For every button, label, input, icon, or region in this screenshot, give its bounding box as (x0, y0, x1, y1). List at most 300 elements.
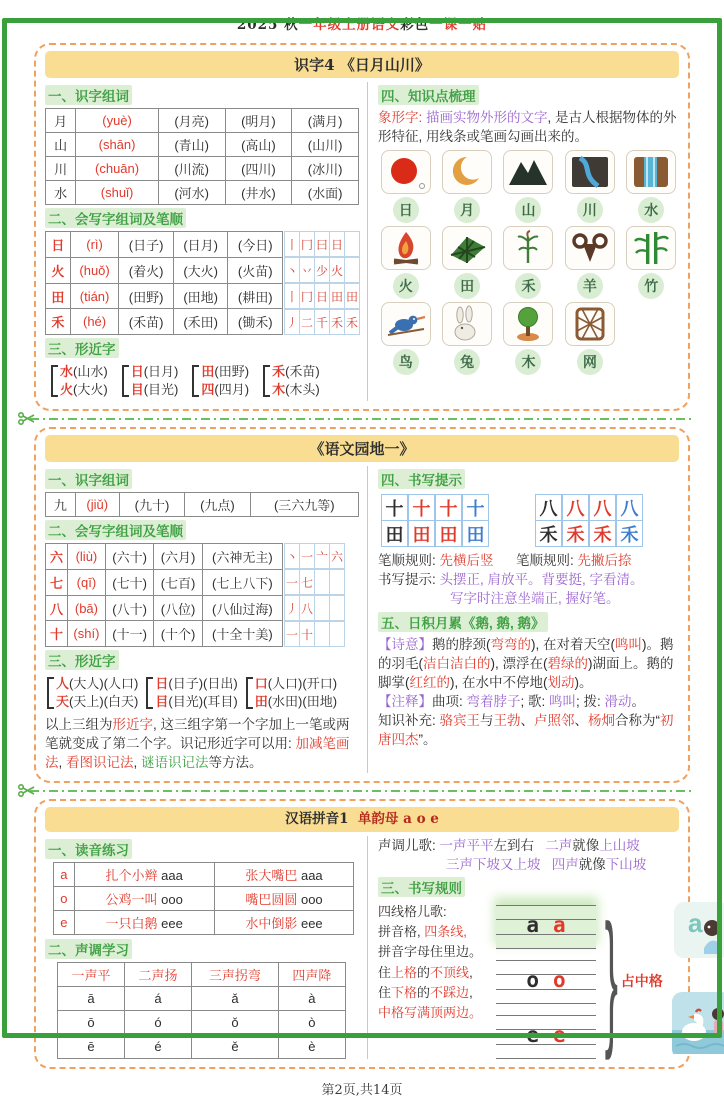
table-cell: ǒ (192, 1010, 279, 1034)
table-cell: (田野) (119, 283, 174, 309)
table-cell: 山 (46, 133, 76, 157)
table-cell: (chuān) (76, 157, 159, 181)
table-cell: 十 (46, 621, 68, 647)
text-segment: 拼音格, (378, 924, 425, 940)
table-cell: (shān) (76, 133, 159, 157)
text-segment: 就像 (572, 837, 600, 853)
knowledge-supplement (378, 711, 679, 749)
table-row (54, 910, 354, 934)
table-cell (74, 886, 214, 910)
stroke-row (285, 257, 360, 283)
table-cell: (七十) (105, 569, 153, 595)
stroke-cell (329, 569, 345, 595)
heading-shengdiao: 二、声调学习 (45, 939, 132, 959)
stroke-cell: 一 (284, 569, 300, 595)
text-segment: , (133, 755, 142, 771)
table-cell: (hé) (70, 309, 119, 335)
text-segment: 、 (520, 713, 535, 729)
pictograph-card (624, 226, 679, 300)
demo-cell: 八 (589, 494, 616, 521)
pair-character: 火 (60, 382, 74, 398)
ram-icon (565, 226, 615, 270)
pair-line (201, 363, 249, 381)
text-segment: 扎个小辫 (105, 867, 162, 883)
table-row (46, 257, 283, 283)
card-label: 火 (393, 273, 419, 299)
text-segment: 声调儿歌: (378, 837, 440, 853)
letter: e (526, 1023, 539, 1048)
text-segment: 与 (480, 713, 494, 729)
stroke-order-grid (283, 231, 360, 335)
pair-character: 口 (254, 676, 268, 692)
stroke-cell (344, 231, 360, 257)
pictograph-card (378, 226, 433, 300)
table-cell: (jiǔ) (75, 493, 119, 517)
panel-shizi4 (34, 43, 690, 411)
tone-rhyme-line2 (378, 855, 679, 874)
heading-xingjinzi: 三、形近字 (45, 338, 119, 358)
table-cell: (火苗) (228, 257, 283, 283)
pair-line (155, 693, 237, 711)
demo-cell: 禾 (562, 520, 589, 547)
pair-line (201, 381, 249, 399)
text-segment: 鸣叫 (549, 694, 577, 710)
text-segment: 看图识记法 (66, 755, 134, 771)
bracket-shape (263, 365, 270, 397)
pair-character: 水 (60, 364, 74, 380)
fourline-letters (496, 913, 596, 937)
table-row (46, 595, 283, 621)
table-row (54, 862, 354, 886)
demo-cell: 禾 (589, 520, 616, 547)
xingjinzi-pair (246, 675, 337, 711)
text-segment: eee (300, 915, 323, 931)
table-cell (125, 962, 192, 986)
table-cell: (七百) (154, 569, 202, 595)
letter: a (553, 913, 566, 938)
rhyme-line (378, 902, 496, 922)
text-segment (494, 553, 517, 568)
table-cell: (着火) (119, 257, 174, 283)
poem-notes (378, 692, 679, 711)
table-cell: 火 (46, 257, 71, 283)
rhyme-line (378, 942, 496, 962)
card-label: 山 (515, 197, 541, 223)
text-segment: , (469, 984, 473, 1000)
text-segment: e (60, 914, 68, 930)
text-segment: eee (161, 915, 183, 931)
card-label: 日 (393, 197, 419, 223)
table-cell: 禾 (46, 309, 71, 335)
stroke-cell: 八 (299, 595, 315, 621)
table-cell: (大火) (173, 257, 228, 283)
panel3-right-column (367, 836, 703, 1063)
table-duyin (53, 862, 354, 935)
pictograph-card (501, 150, 556, 224)
table-cell: (日月) (173, 232, 228, 258)
text-segment: 四条线 (424, 924, 464, 940)
card-label: 木 (515, 349, 541, 375)
pictograph-card (501, 302, 556, 376)
text-segment: 彩色 (400, 17, 430, 33)
stroke-cell: 曰 (314, 231, 330, 257)
illustration-column (670, 902, 724, 1059)
rhyme-line (378, 963, 496, 983)
pair-words: (水田)(田地) (267, 694, 338, 710)
table-row (46, 569, 283, 595)
panel3-left-column (45, 836, 367, 1059)
table-row (46, 133, 359, 157)
text-segment: 就像 (578, 856, 606, 872)
table-cell: (shuǐ) (76, 181, 159, 205)
table-cell: (高山) (225, 133, 292, 157)
heading-shuxie-tishi: 四、书写提示 (378, 469, 465, 489)
demo-cell: 田 (381, 520, 408, 547)
table-row (58, 986, 346, 1010)
table-cell: (冰川) (292, 157, 359, 181)
text-segment: , 这三组字第一个字加上一笔或两笔就变成了第二个字。识记形近字可以用: (45, 717, 350, 752)
text-segment: 初唐四杰 (378, 713, 674, 748)
text-segment: 四声降 (292, 967, 332, 983)
table-cell: (河水) (158, 181, 225, 205)
text-segment: 杨炯 (588, 713, 616, 729)
heading-xingjinzi-2: 三、形近字 (45, 650, 119, 670)
xingjinzi-pair (122, 363, 179, 399)
text-segment: 鸣叫 (615, 636, 642, 652)
table-cell: ē (58, 1034, 125, 1058)
pair-lines (60, 363, 108, 399)
bracket-shape (246, 677, 253, 709)
stroke-cell: 田 (329, 283, 345, 309)
demo-cell: 八 (562, 494, 589, 521)
table-cell: á (125, 986, 192, 1010)
pair-character: 田 (254, 694, 268, 710)
pair-words: (目光) (143, 382, 179, 398)
page-title (0, 16, 724, 35)
table-huixiezi (45, 231, 283, 335)
text-segment: 弯弯的 (490, 636, 531, 652)
pair-line (56, 675, 138, 693)
xiangxingzi-paragraph (378, 108, 679, 146)
panel1-header: 识字4 《日月山川》 (45, 51, 679, 78)
stroke-cell: 冂 (299, 231, 315, 257)
field-icon (442, 226, 492, 270)
demo-cell: 田 (435, 520, 462, 547)
table-cell: (六十) (105, 544, 153, 570)
writing-tip-line2 (378, 589, 679, 608)
page-number: 第2页,共14页 (321, 1083, 403, 1098)
pair-words: (木头) (285, 382, 320, 398)
table-row (46, 232, 283, 258)
text-segment: 写字时注意坐端正, 握好笔。 (450, 591, 620, 607)
panel-yuwenyuandi (34, 427, 690, 782)
heading-zhishidian: 四、知识点梳理 (378, 85, 479, 105)
fourline-grid (496, 960, 596, 1004)
text-segment: aaa (300, 867, 323, 883)
text-segment: 单韵母 a o e (357, 810, 439, 827)
text-segment: 三声下坡又上坡 (446, 856, 541, 872)
text-segment: ; 歌: (520, 694, 550, 710)
pair-character: 田 (201, 364, 215, 380)
brace-label: 占中格 (620, 972, 663, 989)
pair-line (131, 363, 179, 381)
table-cell: (青山) (158, 133, 225, 157)
demo-cell: 禾 (616, 520, 643, 547)
pair-line (56, 693, 138, 711)
pair-lines (201, 363, 249, 399)
table-cell: 八 (46, 595, 68, 621)
text-segment: 骆宾王 (439, 713, 481, 729)
stroke-cell: 千 (314, 309, 330, 335)
table-cell: (四川) (225, 157, 292, 181)
text-segment: 形近字 (112, 717, 153, 733)
table-row (46, 109, 359, 133)
bird-icon (381, 302, 431, 346)
demo-cell: 田 (408, 520, 435, 547)
text-segment: 水中倒影 (245, 915, 301, 931)
table-cell: (锄禾) (228, 309, 283, 335)
table-cell: 六 (46, 544, 68, 570)
fourline-letters (496, 1023, 596, 1047)
demo-grid-shi-tian (382, 495, 490, 547)
xingjinzi-pairs (45, 361, 359, 401)
text-segment: 不顶线 (430, 964, 470, 980)
pair-words: (大火) (73, 382, 108, 398)
table-row (46, 181, 359, 205)
text-segment: 卢照邻 (534, 713, 575, 729)
moon-icon (442, 150, 492, 194)
pair-character: 禾 (272, 364, 286, 380)
table-cell (214, 910, 354, 934)
stroke-cell (344, 257, 360, 283)
xingjinzi-pair (51, 363, 108, 399)
text-segment: , (463, 924, 467, 940)
bracket-shape (192, 365, 199, 397)
pair-character: 天 (56, 694, 70, 710)
mountain-icon (503, 150, 553, 194)
pictograph-card (439, 226, 494, 300)
stroke-cell: 禾 (329, 309, 345, 335)
stroke-row (285, 283, 360, 309)
text-segment: 二声 (545, 837, 573, 853)
pictograph-card (501, 226, 556, 300)
pair-lines (272, 363, 320, 399)
text-segment: 以上三组为 (45, 717, 113, 733)
text-segment: 一年级上册语文 (298, 17, 401, 33)
stroke-rule-line (378, 551, 679, 570)
xingjinzi-pairs-2 (45, 673, 359, 713)
table-cell: (七上八下) (202, 569, 282, 595)
table-cell: ǎ (192, 986, 279, 1010)
pictograph-card (562, 226, 617, 300)
rhyme-line (378, 922, 496, 942)
table-row (58, 962, 346, 986)
card-label: 水 (638, 197, 664, 223)
stroke-cell: 丨 (284, 283, 300, 309)
pair-line (60, 381, 108, 399)
table-cell: à (278, 986, 345, 1010)
text-segment: 知识补充: (378, 713, 440, 729)
table-cell: ā (58, 986, 125, 1010)
fourline-rhyme (378, 902, 496, 1059)
text-segment: ), 在水中不停地( (450, 674, 548, 690)
letter: o (553, 968, 566, 993)
waterfall-icon (626, 150, 676, 194)
pictograph-card (439, 302, 494, 376)
text-segment: )。 (574, 674, 593, 690)
xingjinzi-note (45, 715, 359, 772)
stroke-row (285, 309, 360, 335)
text-segment: 下山坡 (605, 856, 647, 872)
poem-meaning (378, 635, 679, 692)
fourline-letters (496, 968, 596, 992)
pair-line (131, 381, 179, 399)
text-segment: 笔顺规则: (516, 553, 578, 569)
demo-cell: 田 (462, 520, 489, 547)
text-segment: 鹅的脖颈( (432, 636, 491, 652)
pair-words: (人口)(开口) (267, 676, 338, 692)
card-label: 鸟 (393, 349, 419, 375)
table-cell: 月 (46, 109, 76, 133)
stroke-cell: 日 (314, 283, 330, 309)
text-segment: 滑动 (604, 694, 632, 710)
pair-line (155, 675, 237, 693)
text-segment: 一声平平 (439, 837, 494, 853)
text-segment: , (469, 964, 473, 980)
text-segment: 二声扬 (138, 967, 178, 983)
table-row (46, 544, 283, 570)
table-cell: (shí) (68, 621, 106, 647)
bracket-shape (47, 677, 54, 709)
pair-words: (大人)(人口) (69, 676, 139, 692)
pair-line (255, 693, 337, 711)
stroke-cell: 田 (344, 283, 360, 309)
text-segment: 上山坡 (599, 837, 640, 853)
table-shizi-zuci (45, 108, 359, 205)
table-cell: (bā) (68, 595, 106, 621)
table-cell (58, 962, 125, 986)
table-cell: 川 (46, 157, 76, 181)
stroke-row (285, 543, 359, 569)
demo-cell: 十 (462, 494, 489, 521)
tree-icon (503, 302, 553, 346)
rhyme-line (378, 1003, 496, 1023)
text-segment: 三声拐弯 (208, 967, 261, 983)
table-cell: (huǒ) (70, 257, 119, 283)
text-segment: 住 (378, 964, 392, 980)
table-cell: (八十) (105, 595, 153, 621)
stroke-cell: 丨 (284, 231, 300, 257)
stroke-demo-grids (382, 495, 679, 547)
text-segment: 合称为“ (615, 713, 661, 729)
table-huixiezi-2 (45, 543, 283, 647)
pair-words: (日月) (143, 364, 179, 380)
text-segment: 中格写满顶两边。 (378, 1004, 483, 1020)
table-cell (278, 962, 345, 986)
table-cell: é (125, 1034, 192, 1058)
text-segment: , (58, 755, 67, 771)
table-row (54, 886, 354, 910)
card-label: 兔 (454, 349, 480, 375)
table-cell (54, 886, 75, 910)
curly-brace: } (604, 895, 618, 1063)
text-segment: 谜语识记法 (141, 755, 209, 771)
stroke-cell: 七 (299, 569, 315, 595)
table-cell: (日子) (119, 232, 174, 258)
table-cell: (十个) (154, 621, 202, 647)
writing-tip-line1 (378, 570, 679, 589)
heading-shizi-zuci: 一、识字组词 (45, 85, 132, 105)
card-label: 禾 (515, 273, 541, 299)
text-segment: 四声 (551, 856, 579, 872)
text-segment: 弯着脖子 (466, 694, 521, 710)
table-cell: (qī) (68, 569, 106, 595)
table-cell: (十全十美) (202, 621, 282, 647)
text-segment: 先撇后捺 (577, 553, 632, 569)
table-cell: (六月) (154, 544, 202, 570)
table-row (46, 493, 359, 517)
stroke-row (285, 231, 360, 257)
table-cell: (六神无主) (202, 544, 282, 570)
heading-rijiyuelei: 五、日积月累《鹅, 鹅, 鹅》 (378, 612, 548, 632)
rhyme-line (378, 983, 496, 1003)
pair-line (60, 363, 108, 381)
pair-character: 人 (56, 676, 70, 692)
table-cell: 水 (46, 181, 76, 205)
pictograph-card (624, 150, 679, 224)
pond-scene-illustration (672, 992, 724, 1059)
table-cell: ō (58, 1010, 125, 1034)
text-segment: 碧绿的 (547, 655, 588, 671)
panel1-right-column (367, 82, 679, 401)
xingjinzi-pair (47, 675, 138, 711)
table-cell (214, 886, 354, 910)
table-cell: (川流) (158, 157, 225, 181)
pair-lines (56, 675, 138, 711)
table-cell: (明月) (225, 109, 292, 133)
pair-lines (155, 675, 237, 711)
demo-cell: 禾 (535, 520, 562, 547)
table-cell (74, 862, 214, 886)
text-segment: 不踩边 (430, 984, 470, 1000)
stroke-cell: 丶 (284, 543, 300, 569)
stroke-row (285, 621, 359, 647)
xingjinzi-pair (146, 675, 237, 711)
table-cell: (今日) (228, 232, 283, 258)
pair-line (255, 675, 337, 693)
bracket-shape (51, 365, 58, 397)
stroke-cell: 一 (284, 621, 300, 647)
panel3-header (45, 807, 679, 832)
table-cell (192, 962, 279, 986)
bamboo-icon (626, 226, 676, 270)
text-segment: ), 漂浮在( (490, 655, 548, 671)
demo-cell: 八 (616, 494, 643, 521)
panel2-header: 《语文园地一》 (45, 435, 679, 462)
table-cell: (井水) (225, 181, 292, 205)
text-segment: )湖面上。鹅的脚掌( (378, 655, 674, 690)
pair-words: (山水) (73, 364, 108, 380)
table-cell: (满月) (292, 109, 359, 133)
heading-shizi-zuci-2: 一、识字组词 (45, 469, 132, 489)
xingjinzi-pair (192, 363, 249, 399)
demo-cell: 十 (381, 494, 408, 521)
text-segment: )。鹅的羽毛( (378, 636, 674, 671)
stroke-cell: 火 (329, 257, 345, 283)
card-label: 羊 (577, 273, 603, 299)
text-segment: , 是古人根据物体的外形特征, 用线条或笔画勾画出来的。 (378, 110, 677, 145)
stroke-cell: 丿 (284, 595, 300, 621)
